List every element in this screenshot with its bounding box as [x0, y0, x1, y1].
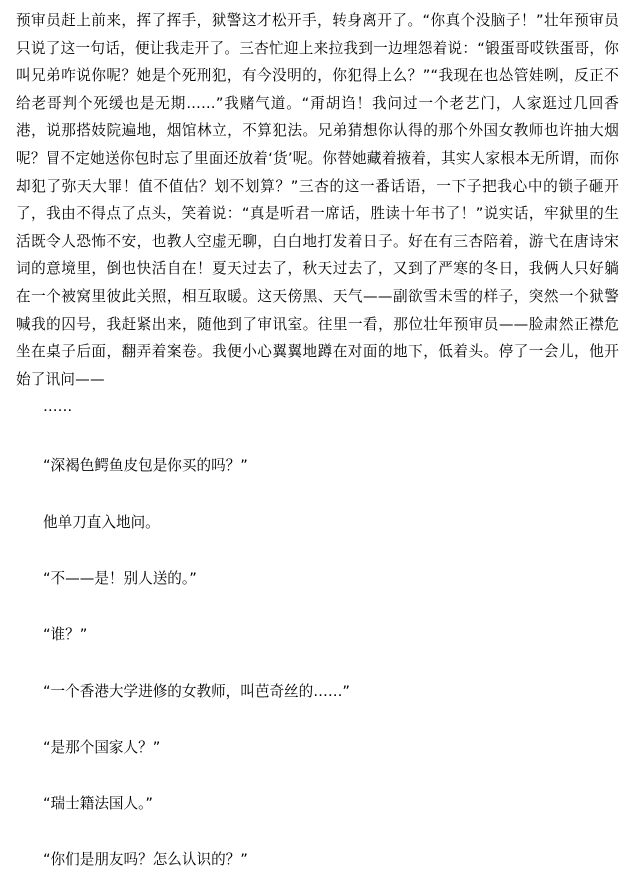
- dialogue-line: “你们是朋友吗？怎么认识的？”: [43, 851, 248, 868]
- dialogue-line: “不——是！别人送的。”: [43, 570, 197, 587]
- dialogue-line: “是那个国家人？”: [43, 739, 161, 756]
- ellipsis-line: ……: [43, 398, 73, 415]
- dialogue-line: “谁？”: [43, 626, 88, 643]
- dialogue-line: “一个香港大学进修的女教师，叫芭奇丝的……”: [43, 683, 350, 700]
- dialogue-line: “瑞士籍法国人。”: [43, 795, 153, 812]
- dialogue-line: “深褐色鳄鱼皮包是你买的吗？”: [43, 457, 248, 474]
- narration-line: 他单刀直入地问。: [43, 514, 160, 531]
- narrative-paragraph: 预审员赶上前来，挥了挥手，狱警这才松开手，转身离开了。“你真个没脑子！”壮年预审员只说了这一句话，便让我走开了。三杏忙迎上来拉我到一边埋怨着说：“锻蛋哥哎铁蛋哥，你叫兄弟咋说你呢？她是个死刑犯，有今没明的，你犯得上么？”“我现在也怂管娃咧，反正不给老哥判个死缓也是无期……”我赌气道。“甭胡诌！我问过一个老艺门，人家逛过几回香港，说那搭妓院遍地，烟馆林立，不算犯法。兄弟猜想你认得的那个外国女教师也许抽大烟呢？冒不定她送你包时忘了里面还放着‘货’呢。你替她藏着掖着，其实人家根本无所谓，而你却犯了弥天大罪！值不值估？划不划算？”三杏的这一番话语，一下子把我心中的锁子砸开了，我由不得点了点头，笑着说：“真是听君一席话，胜读十年书了！”说实话，牢狱里的生活既令人恐怖不安，也教人空虚无聊，白白地打发着日子。好在有三杏陪着，游弋在唐诗宋词的意境里，倒也快活自在！夏天过去了，秋天过去了，又到了严寒的冬日，我俩人只好躺在一个被窝里彼此关照，相互取暖。这天傍黑、天气——副欲雪未雪的样子，突然一个狱警喊我的囚号，我赶紧出来，随他到了审讯室。往里一看，那位壮年预审员——脸肃然正襟危坐在桌子后面，翻弄着案卷。我便小心翼翼地蹲在对面的地下，低着头。停了一会儿，他开始了讯问——: [16, 12, 619, 388]
